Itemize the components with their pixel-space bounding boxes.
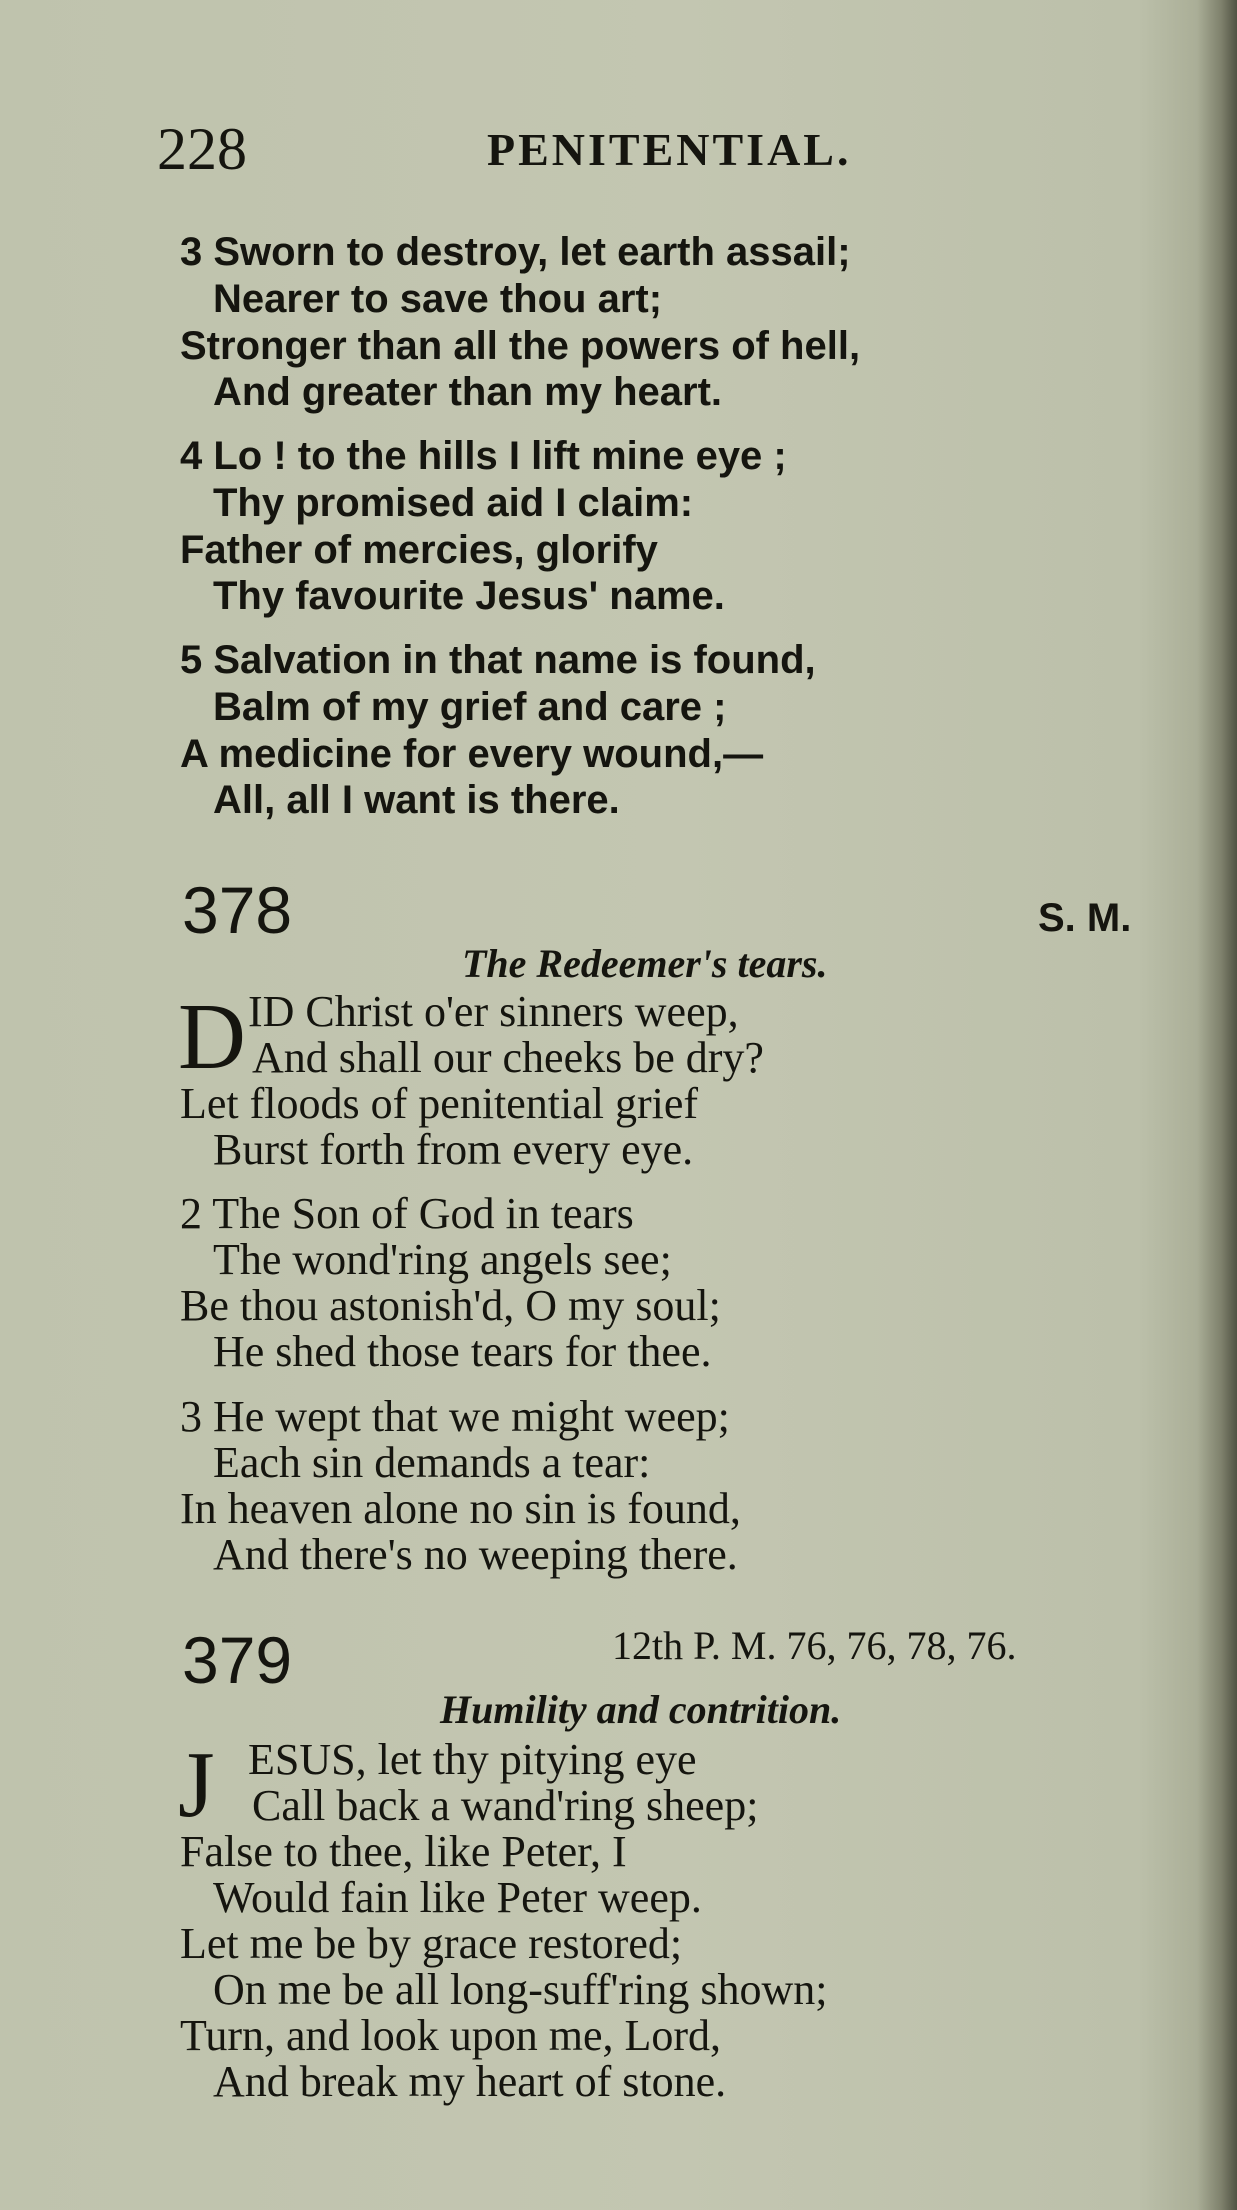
verse-line: All, all I want is there. xyxy=(213,778,620,822)
verse-line: Nearer to save thou art; xyxy=(213,277,663,321)
hymn-number: 378 xyxy=(182,873,293,947)
verse-line: False to thee, like Peter, I xyxy=(180,1827,627,1876)
verse-line: Turn, and look upon me, Lord, xyxy=(180,2011,722,2060)
hymn-title: Humility and contrition. xyxy=(440,1687,842,1732)
hymn-title: The Redeemer's tears. xyxy=(462,941,828,986)
page-number: 228 xyxy=(157,116,247,182)
hymn-meter: S. M. xyxy=(1038,896,1132,940)
hymn-number: 379 xyxy=(182,1623,293,1697)
verse-line: The wond'ring angels see; xyxy=(213,1235,672,1284)
verse-line: Balm of my grief and care ; xyxy=(213,685,727,729)
verse-line: And there's no weeping there. xyxy=(213,1530,738,1579)
verse-line: 4 Lo ! to the hills I lift mine eye ; xyxy=(180,434,787,478)
verse-line: ESUS, let thy pitying eye xyxy=(248,1735,697,1784)
verse-line: Stronger than all the powers of hell, xyxy=(180,324,861,368)
verse-line: Be thou astonish'd, O my soul; xyxy=(180,1281,721,1330)
verse-line: ID Christ o'er sinners weep, xyxy=(248,987,739,1036)
verse-line: Let floods of penitential grief xyxy=(180,1079,699,1128)
hymn-meter: 12th P. M. 76, 76, 78, 76. xyxy=(612,1623,1017,1668)
verse-line: Would fain like Peter weep. xyxy=(213,1873,702,1922)
verse-line: On me be all long-suff'ring shown; xyxy=(213,1965,828,2014)
page-header xyxy=(157,115,1057,195)
verse-line: Thy favourite Jesus' name. xyxy=(213,574,725,618)
verse-line: And greater than my heart. xyxy=(213,370,723,414)
verse-line: 5 Salvation in that name is found, xyxy=(180,638,816,682)
page-edge-shadow xyxy=(1197,0,1237,2210)
verse-line: 3 He wept that we might weep; xyxy=(180,1392,730,1441)
verse-line: Each sin demands a tear: xyxy=(213,1438,651,1487)
running-head: PENITENTIAL. xyxy=(487,124,852,175)
drop-cap: J xyxy=(178,1733,215,1837)
verse-line: And break my heart of stone. xyxy=(213,2057,727,2106)
verse-line: Call back a wand'ring sheep; xyxy=(252,1781,759,1830)
verse-line: In heaven alone no sin is found, xyxy=(180,1484,741,1533)
verse-line: Burst forth from every eye. xyxy=(213,1125,694,1174)
verse-line: And shall our cheeks be dry? xyxy=(252,1033,764,1082)
verse-line: A medicine for every wound,— xyxy=(180,732,764,776)
verse-line: 3 Sworn to destroy, let earth assail; xyxy=(180,230,851,274)
verse-line: 2 The Son of God in tears xyxy=(180,1189,634,1238)
verse-line: Let me be by grace restored; xyxy=(180,1919,683,1968)
verse-line: Thy promised aid I claim: xyxy=(213,481,694,525)
drop-cap: D xyxy=(178,985,246,1089)
verse-line: He shed those tears for thee. xyxy=(213,1327,712,1376)
verse-line: Father of mercies, glorify xyxy=(180,528,658,572)
